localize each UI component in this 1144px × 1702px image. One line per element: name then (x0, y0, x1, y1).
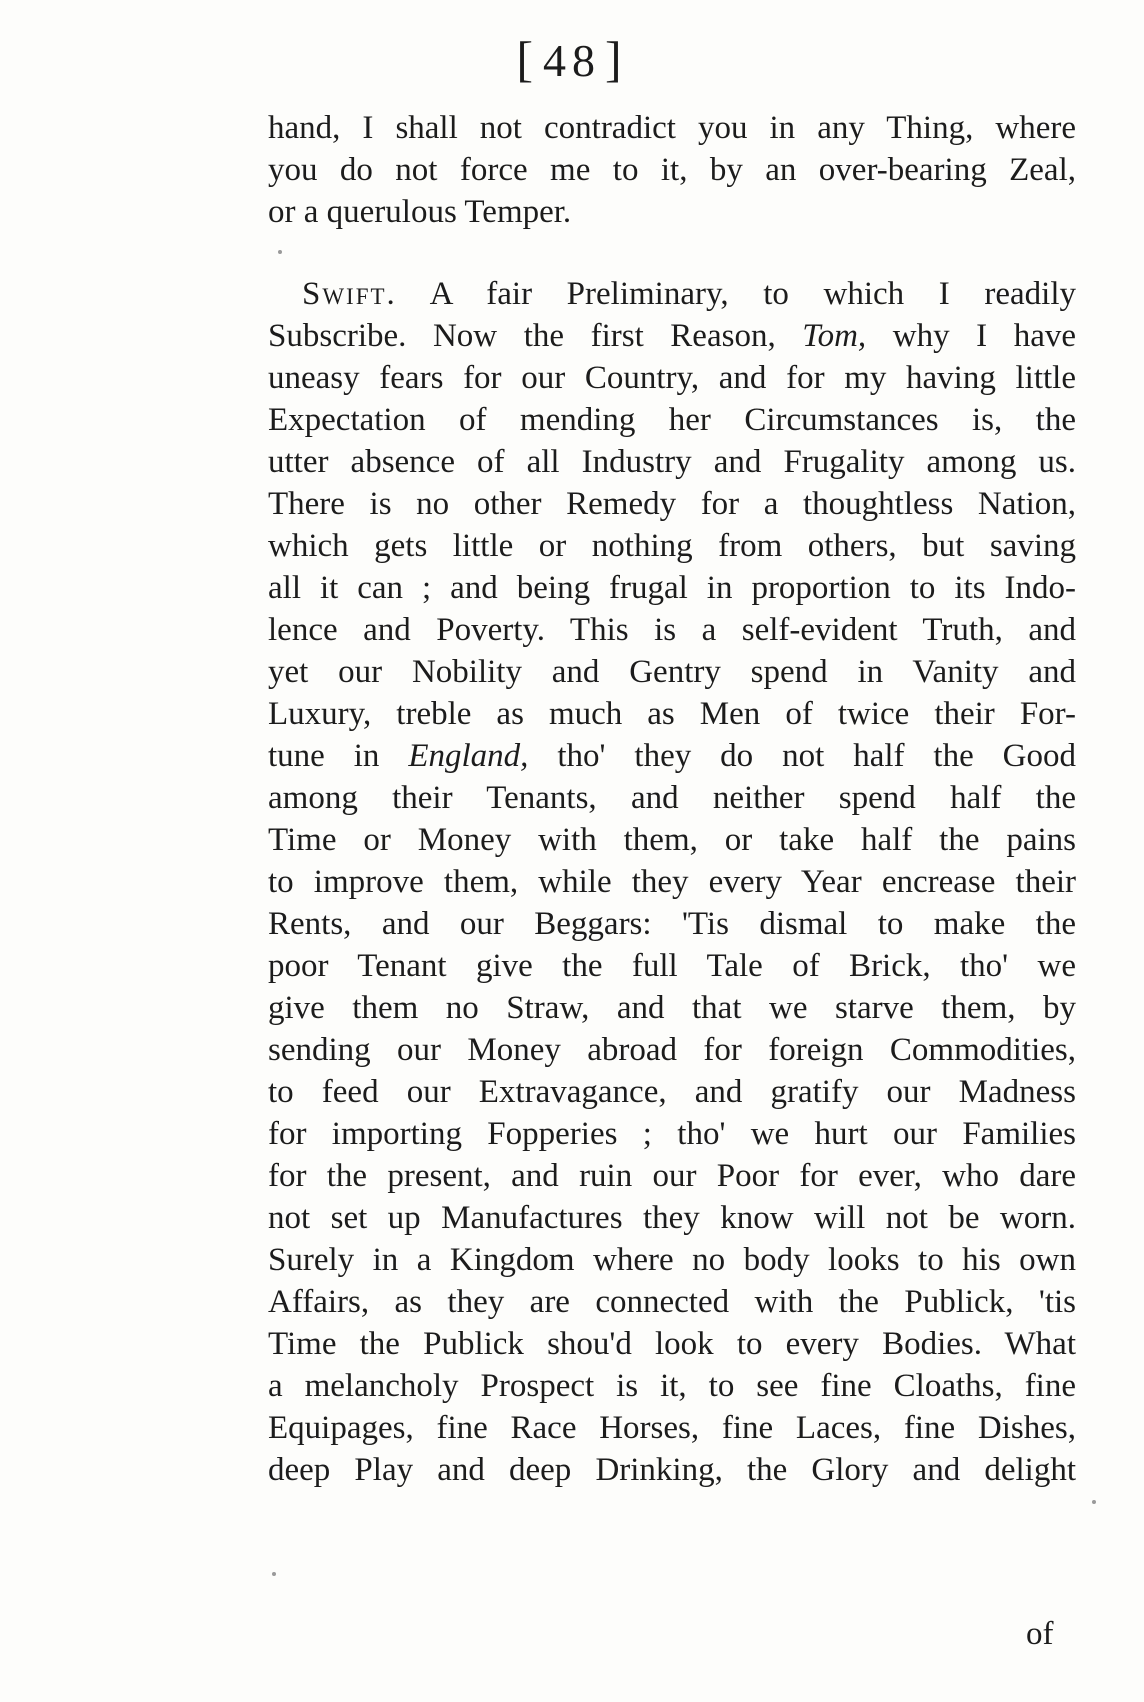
text-line: deep Play and deep Drinking, the Glory and delight (268, 1452, 1076, 1488)
text-line: Equipages, fine Race Horses, fine Laces, fine Dishes, (268, 1410, 1076, 1446)
text-line: Surely in a Kingdom where no body looks to his own (268, 1242, 1076, 1278)
text-line: Subscribe. Now the first Reason, Tom, why I have (268, 318, 1076, 354)
print-speck (272, 1572, 276, 1576)
text-line: tune in England, tho' they do not half the Good (268, 738, 1076, 774)
text-line: to improve them, while they every Year encrease their (268, 864, 1076, 900)
text-line: for the present, and ruin our Poor for ever, who dare (268, 1158, 1076, 1194)
open-bracket: [ (516, 31, 539, 87)
text-line: Luxury, treble as much as Men of twice their For- (268, 696, 1076, 732)
text-line: Expectation of mending her Circumstances is, the (268, 402, 1076, 438)
text-line: or a querulous Temper. (268, 194, 572, 230)
text-line: to feed our Extravagance, and gratify our Madness (268, 1074, 1076, 1110)
text-line: Time the Publick shou'd look to every Bodies. What (268, 1326, 1076, 1362)
text-line: for importing Fopperies ; tho' we hurt our Families (268, 1116, 1076, 1152)
text-line: lence and Poverty. This is a self-evident Truth, and (268, 612, 1076, 648)
text-line: give them no Straw, and that we starve them, by (268, 990, 1076, 1026)
print-speck (278, 250, 282, 254)
print-speck (1092, 1500, 1096, 1504)
close-bracket: ] (605, 31, 628, 87)
text-line: sending our Money abroad for foreign Commodities, (268, 1032, 1076, 1068)
text-line: among their Tenants, and neither spend half the (268, 780, 1076, 816)
speaker-name: Swift. (302, 276, 397, 312)
catchword: of (1026, 1616, 1054, 1652)
text-line: Time or Money with them, or take half the pains (268, 822, 1076, 858)
text-line: yet our Nobility and Gentry spend in Vanity and (268, 654, 1076, 690)
text-line: Affairs, as they are connected with the Publick, 'tis (268, 1284, 1076, 1320)
page-number-header (0, 30, 1144, 88)
text-line: There is no other Remedy for a thoughtless Nation, (268, 486, 1076, 522)
text-line: utter absence of all Industry and Frugality among us. (268, 444, 1076, 480)
text-line: a melancholy Prospect is it, to see fine Cloaths, fine (268, 1368, 1076, 1404)
text-line: Swift. A fair Preliminary, to which I readily (302, 276, 1076, 312)
text-line: uneasy fears for our Country, and for my having little (268, 360, 1076, 396)
text-line: Rents, and our Beggars: 'Tis dismal to make the (268, 906, 1076, 942)
text-line: hand, I shall not contradict you in any Thing, where (268, 110, 1076, 146)
italic-name-england: England, (408, 738, 529, 774)
text-line: all it can ; and being frugal in proportion to its Indo- (268, 570, 1076, 606)
text-line: which gets little or nothing from others, but saving (268, 528, 1076, 564)
page-number: 48 (543, 35, 601, 86)
text-line: poor Tenant give the full Tale of Brick, tho' we (268, 948, 1076, 984)
italic-name-tom: Tom, (802, 318, 867, 354)
text-line: not set up Manufactures they know will not be worn. (268, 1200, 1076, 1236)
text-line: you do not force me to it, by an over-bearing Zeal, (268, 152, 1076, 188)
